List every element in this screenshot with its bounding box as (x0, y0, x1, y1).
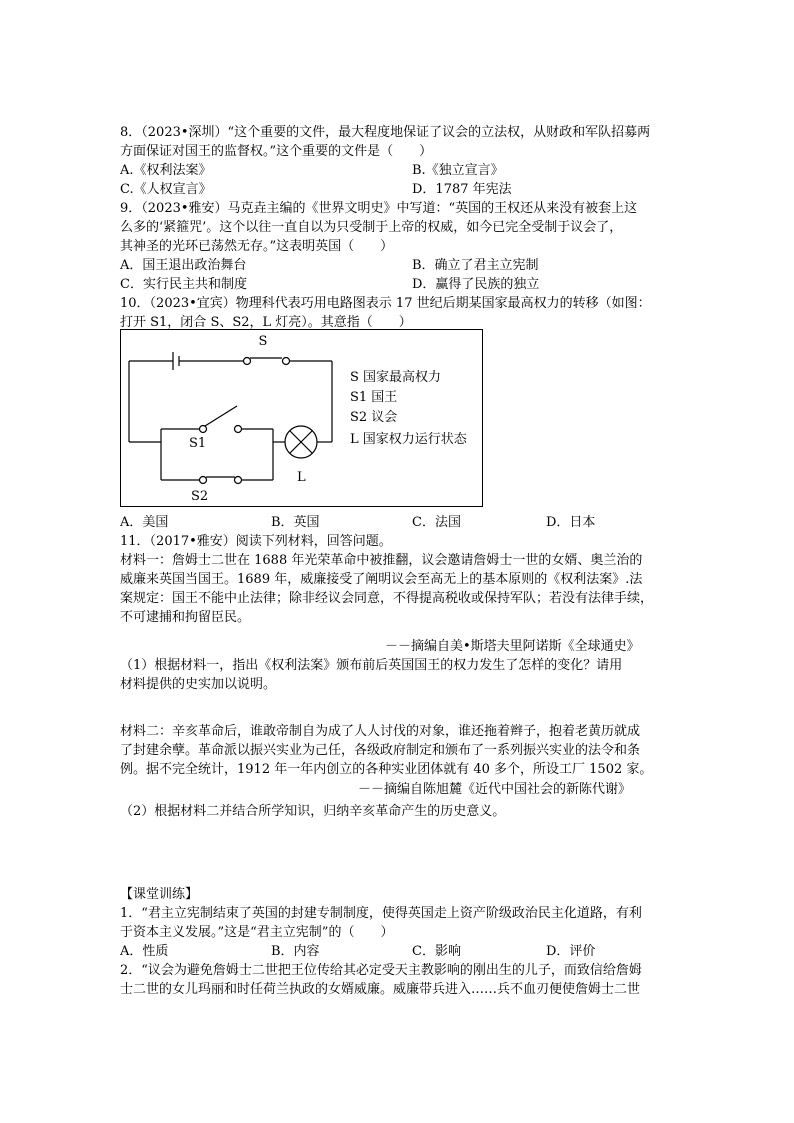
legend-s2: S2 议会 (350, 410, 398, 425)
training-q2-line2: 士二世的女儿玛丽和时任荷兰执政的女婿威廉。威廉带兵进入……兵不血刃便使詹姆士二世 (120, 982, 641, 997)
q11-material2-line1: 材料二：辛亥革命后，谁敢帝制自为成了人人讨伐的对象，谁还拖着辫子，抱着老黄历就成 (120, 724, 641, 739)
circuit-drawing (121, 330, 484, 508)
training-q1-option-c: C．影响 (412, 944, 461, 959)
training-q1-option-d: D．评价 (546, 944, 596, 959)
legend-s1: S1 国王 (350, 390, 398, 405)
training-q2-line1: 2．“议会为避免詹姆士二世把王位传给其必定受天主教影响的刚出生的儿子，而致信给詹姆 (120, 963, 642, 978)
q8-stem-line2: 方面保证对国王的监督权。”这个重要的文件是（ ） (120, 144, 433, 159)
q10-option-a: A．美国 (120, 515, 169, 530)
q10-stem-line2: 打开 S1，闭合 S、S2，L 灯亮）。其意指（ ） (120, 315, 412, 330)
q8-option-a: A.《权利法案》 (120, 163, 212, 178)
legend-s: S 国家最高权力 (350, 370, 442, 385)
switch-s1-contact-left (200, 426, 207, 433)
q11-material2-line2: 了封建余孽。革命派以振兴实业为己任，各级政府制定和颁布了一系列振兴实业的法令和条 (120, 743, 641, 758)
switch-s-contact-right (283, 358, 290, 365)
legend-l: L 国家权力运行状态 (350, 432, 467, 447)
training-q1-line2: 于资本主义发展。”这是“君主立宪制”的（ ） (120, 925, 394, 940)
q8-option-c: C.《人权宣言》 (120, 182, 212, 197)
q11-material1-line4: 不可逮捕和拘留臣民。 (120, 610, 251, 625)
q11-material2-source: －－摘编自陈旭麓《近代中国社会的新陈代谢》 (358, 782, 632, 797)
label-s2: S2 (191, 489, 209, 504)
q11-title: 11．（2017•雅安）阅读下列材料，回答问题。 (120, 534, 392, 549)
q9-option-d: D．赢得了民族的独立 (412, 277, 540, 292)
switch-s1-contact-right (235, 426, 242, 433)
q11-material1-source: －－摘编自美•斯塔夫里阿诺斯《全球通史》 (385, 639, 640, 654)
q8-option-b: B.《独立宣言》 (412, 163, 504, 178)
label-l: L (297, 470, 306, 485)
switch-s2-contact-right (235, 477, 242, 484)
q9-stem-line3: 其神圣的光环已荡然无存。”这表明英国（ ） (120, 239, 394, 254)
switch-s2-contact-left (200, 477, 207, 484)
q11-material2-line3: 例。据不完全统计，1912 年一年内创立的各种实业团体就有 40 多个，所设工厂 1502 家。 (120, 762, 653, 777)
q8-option-d: D．1787 年宪法 (412, 182, 512, 197)
q9-option-c: C．实行民主共和制度 (120, 277, 247, 292)
q10-option-c: C．法国 (412, 515, 461, 530)
training-q1-option-b: B．内容 (271, 944, 320, 959)
training-q1-option-a: A．性质 (120, 944, 169, 959)
q11-material1-line2: 威廉来英国当国王。1689 年，威廉接受了阐明议会至高无上的基本原则的《权利法案》.法 (120, 572, 643, 587)
training-heading: 【课堂训练】 (120, 887, 199, 902)
q9-option-b: B．确立了君主立宪制 (412, 258, 539, 273)
q11-question2: （2）根据材料二并结合所学知识，归纳辛亥革命产生的历史意义。 (120, 804, 506, 819)
label-s1: S1 (189, 436, 207, 451)
switch-s-contact-left (244, 358, 251, 365)
q8-stem-line1: 8．（2023•深圳）“这个重要的文件，最大程度地保证了议会的立法权，从财政和军队招募两 (120, 125, 651, 140)
circuit-diagram (120, 329, 483, 507)
label-s: S (258, 334, 268, 349)
q10-option-b: B．英国 (271, 515, 320, 530)
q10-option-d: D．日本 (546, 515, 596, 530)
q11-material1-line3: 案规定：国王不能中止法律；除非经议会同意，不得提高税收或保持军队；若没有法律手续， (120, 591, 654, 606)
q9-option-a: A．国王退出政治舞台 (120, 258, 247, 273)
q10-stem-line1: 10．（2023•宜宾）物理科代表巧用电路图表示 17 世纪后期某国家最高权力的转移（如图： (120, 296, 651, 311)
q11-question1-line1: （1）根据材料一，指出《权利法案》颁布前后英国国王的权力发生了怎样的变化？请用 (120, 658, 623, 673)
q9-stem-line2: 么多的‘紧箍咒’。这个以往一直自以为只受制于上帝的权威，如今已完全受制于议会了， (120, 220, 623, 235)
q9-stem-line1: 9．（2023•雅安）马克垚主编的《世界文明史》中写道：“英国的王权还从来没有被套上这 (120, 201, 638, 216)
q11-question1-line2: 材料提供的史实加以说明。 (120, 677, 277, 692)
switch-s1-blade (205, 406, 237, 426)
q11-material1-line1: 材料一：詹姆士二世在 1688 年光荣革命中被推翻，议会邀请詹姆士一世的女婿、奥兰治的 (120, 553, 643, 568)
training-q1-line1: 1．“君主立宪制结束了英国的封建专制制度，使得英国走上资产阶级政治民主化道路，有利 (120, 906, 642, 921)
